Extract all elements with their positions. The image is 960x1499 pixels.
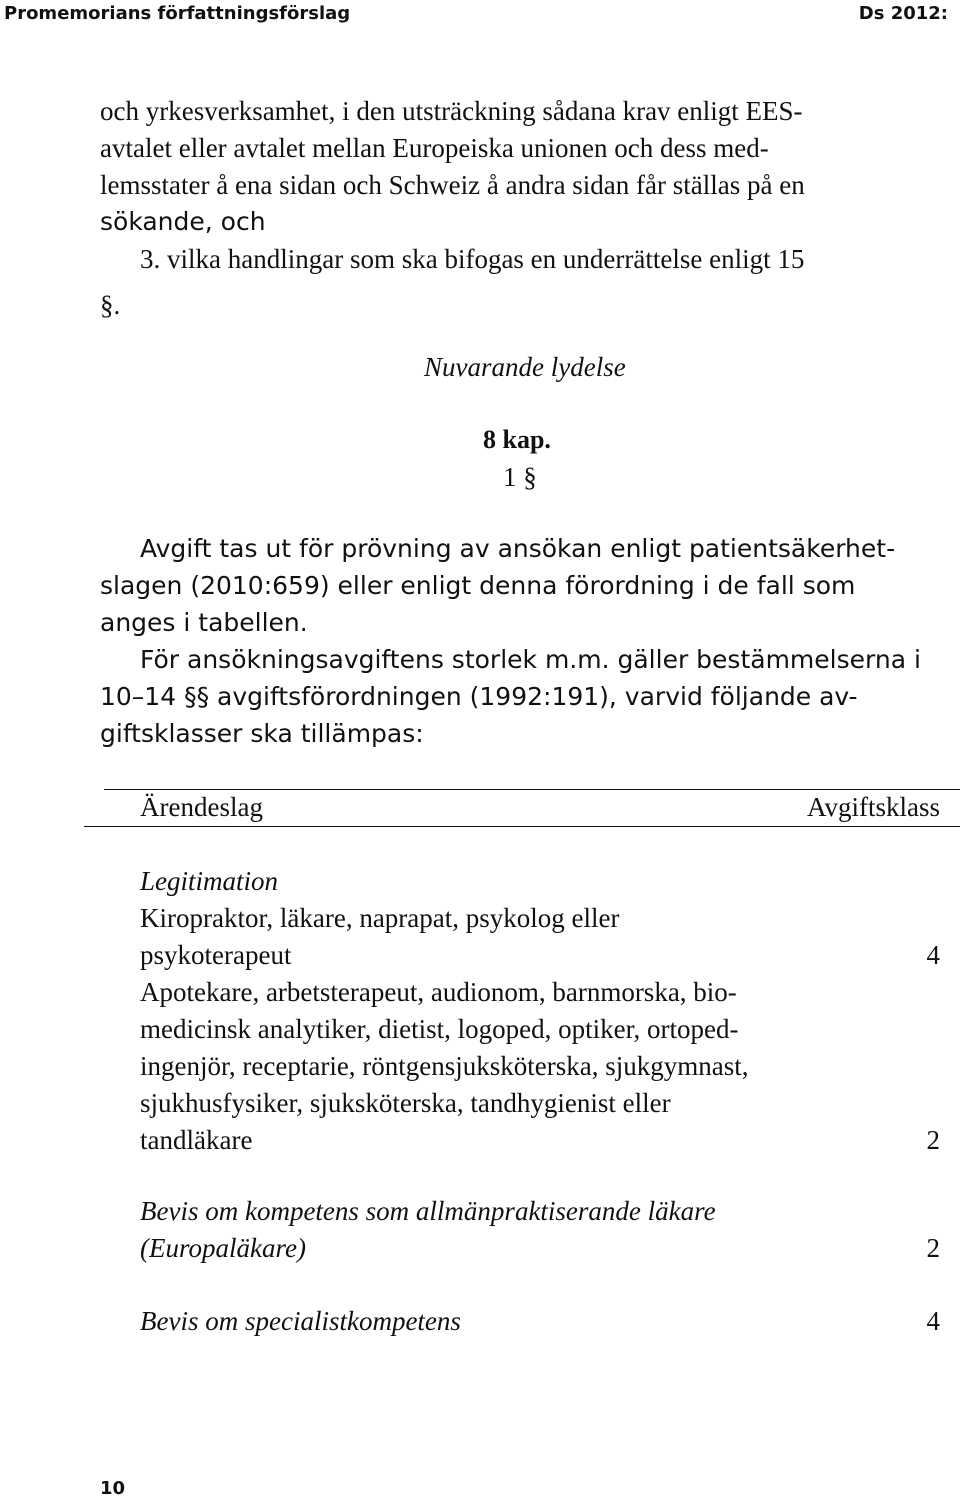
section-heading: Nuvarande lydelse xyxy=(424,352,626,382)
table-row-4-label: Bevis om specialistkompetens xyxy=(140,1306,461,1336)
table-header-rule xyxy=(84,826,960,827)
table-row-2-fee-class: 2 xyxy=(926,1125,940,1155)
table-group-title: Legitimation xyxy=(140,866,279,896)
table-header-case-type: Ärendeslag xyxy=(140,792,263,822)
table-row-4-fee-class: 4 xyxy=(926,1306,940,1336)
table-row-1-line-2: psykoterapeut xyxy=(140,940,292,970)
running-header-title: Promemorians författningsförslag xyxy=(4,3,351,24)
table-row-2-line-3: ingenjör, receptarie, röntgensjuksköterska, sjukgymnast, xyxy=(140,1051,749,1081)
table-row-3-line-1: Bevis om kompetens som allmänpraktiserande läkare xyxy=(140,1196,716,1226)
paragraph-heading: 1 § xyxy=(503,462,537,492)
running-header-doc-id: Ds 2012: xyxy=(858,3,948,24)
intro-line-3: lemsstater å ena sidan och Schweiz å andra sidan får ställas på en xyxy=(100,170,805,200)
paragraph-2-line-1: För ansökningsavgiftens storlek m.m. gäller bestämmelserna i xyxy=(140,645,921,674)
paragraph-1-line-2: slagen (2010:659) eller enligt denna förordning i de fall som xyxy=(100,571,856,600)
table-row-1-line-1: Kiropraktor, läkare, naprapat, psykolog eller xyxy=(140,903,620,933)
table-header-fee-class: Avgiftsklass xyxy=(807,792,940,822)
table-row-2-line-2: medicinsk analytiker, dietist, logoped, optiker, ortoped- xyxy=(140,1014,739,1044)
intro-line-4: sökande, och xyxy=(100,207,266,236)
paragraph-1-line-1: Avgift tas ut för prövning av ansökan enligt patientsäkerhet- xyxy=(140,534,896,563)
paragraph-2-line-3: giftsklasser ska tillämpas: xyxy=(100,719,424,748)
paragraph-1-line-3: anges i tabellen. xyxy=(100,608,308,637)
table-row-3-fee-class: 2 xyxy=(926,1233,940,1263)
table-row-2-line-4: sjukhusfysiker, sjuksköterska, tandhygienist eller xyxy=(140,1088,671,1118)
table-row-3-line-2: (Europaläkare) xyxy=(140,1233,306,1263)
table-row-2-line-1: Apotekare, arbetsterapeut, audionom, barnmorska, bio- xyxy=(140,977,737,1007)
item-3-line-2: §. xyxy=(100,290,121,320)
paragraph-2-line-2: 10–14 §§ avgiftsförordningen (1992:191), varvid följande av- xyxy=(100,682,858,711)
table-row-1-fee-class: 4 xyxy=(926,940,940,970)
page-number: 10 xyxy=(100,1478,126,1499)
intro-line-2: avtalet eller avtalet mellan Europeiska unionen och dess med- xyxy=(100,133,769,163)
chapter-heading: 8 kap. xyxy=(483,425,551,454)
table-row-2-line-5: tandläkare xyxy=(140,1125,253,1155)
table-top-rule xyxy=(104,789,960,790)
intro-line-1: och yrkesverksamhet, i den utsträckning sådana krav enligt EES- xyxy=(100,96,803,126)
item-3-line-1: 3. vilka handlingar som ska bifogas en underrättelse enligt 15 xyxy=(140,244,805,274)
